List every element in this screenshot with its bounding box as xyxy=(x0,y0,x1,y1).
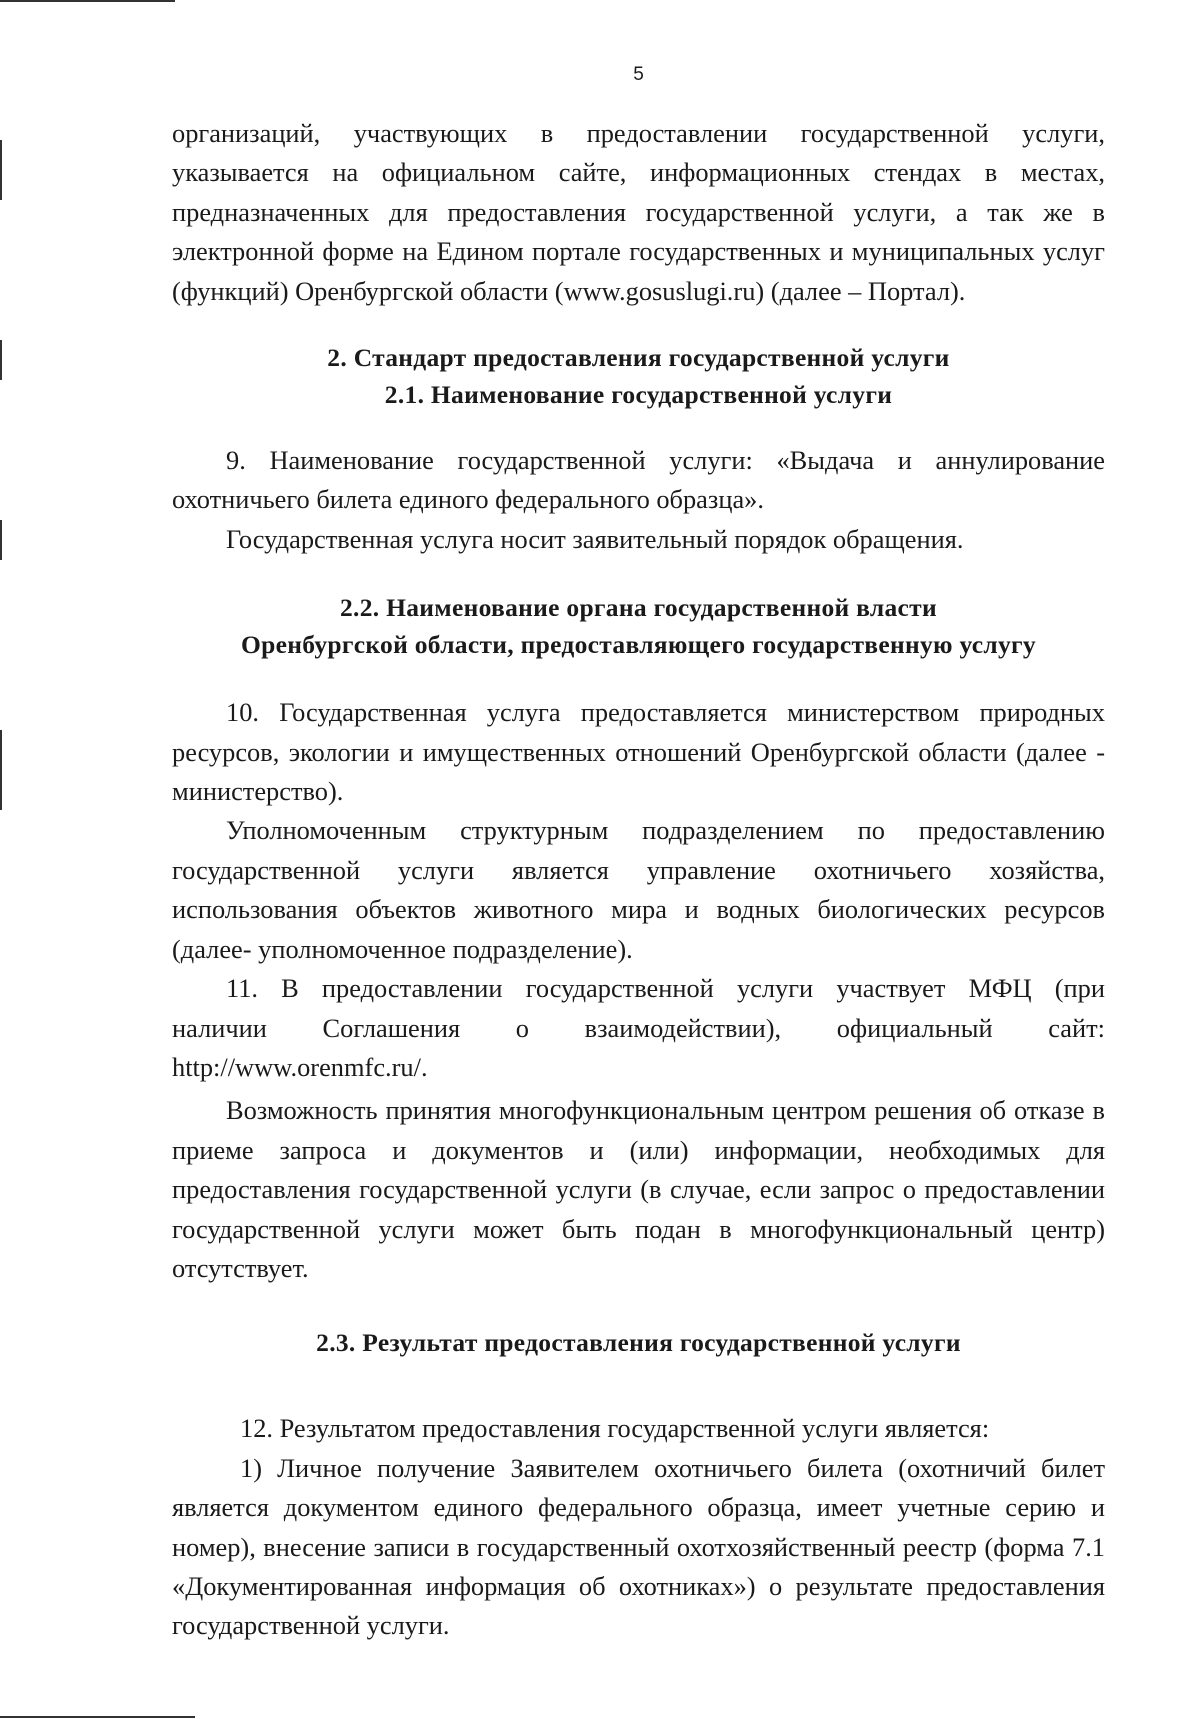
scan-edge-mark xyxy=(0,340,2,380)
paragraph-10b: Уполномоченным структурным подразделением по предоставлению государственной услуги является управление охотничьего хозяйства, использования объектов животного мира и водных биологических ресурсов (далее- уполномоченное подразделение). xyxy=(172,815,1105,964)
scan-edge-mark xyxy=(0,1716,195,1718)
scan-edge-mark xyxy=(0,520,2,560)
paragraph-9: 9. Наименование государственной услуги: «Выдача и аннулирование охотничьего билета единого федерального образца». xyxy=(172,445,1105,515)
paragraph-11-url: http://www.orenmfc.ru/. xyxy=(172,1051,428,1082)
subsection-title-continued: Оренбургской области, предоставляющего государственную услугу xyxy=(241,630,1036,660)
intro-paragraph: организаций, участвующих в предоставлении государственной услуги, указывается на официальном сайте, информационных стендах в местах, предназначенных для предоставления государственной услуги, а так же в электронной форме на Едином портале государственных и муниципальных услуг (функций) Оренбургской области (www.gosuslugi.ru) (далее – Портал). xyxy=(172,118,1105,306)
document-page xyxy=(172,60,1105,1646)
paragraph-10: 10. Государственная услуга предоставляется министерством природных ресурсов, экологии и имущественных отношений Оренбургской области (далее - министерство). xyxy=(172,697,1105,807)
scan-edge-mark xyxy=(0,730,2,810)
paragraph-11-line2: наличии Соглашения о взаимодействии), официальный сайт: xyxy=(172,1012,1105,1043)
subsection-title: 2.3. Результат предоставления государственной услуги xyxy=(316,1328,961,1358)
paragraph-12-item-1: 1) Личное получение Заявителем охотничьего билета (охотничий билет является документом единого федерального образца, имеет учетные серию и номер), внесение записи в государственный охотхозяйственный реестр (форма 7.1 «Документированная информация об охотниках») о результате предоставления государственной услуги. xyxy=(172,1452,1105,1641)
scan-edge-mark xyxy=(0,140,2,200)
section-2-2-heading xyxy=(172,589,1105,663)
paragraph-11-line1: 11. В предоставлении государственной услуги участвует МФЦ (при xyxy=(226,973,1105,1004)
paragraph-12: 12. Результатом предоставления государственной услуги является: xyxy=(240,1413,990,1444)
section-2-heading xyxy=(172,339,1105,413)
paragraph-11b: Возможность принятия многофункциональным центром решения об отказе в приеме запроса и документов и (или) информации, необходимых для предоставления государственной услуги (в случае, если запрос о предоставлении государственной услуги может быть подан в многофункциональный центр) отсутствует. xyxy=(172,1095,1105,1283)
section-2-3-heading xyxy=(172,1324,1105,1361)
section-title: 2. Стандарт предоставления государственной услуги xyxy=(327,343,950,373)
subsection-title: 2.1. Наименование государственной услуги xyxy=(384,380,893,410)
subsection-title: 2.2. Наименование органа государственной власти xyxy=(340,593,937,623)
paragraph-9b: Государственная услуга носит заявительный порядок обращения. xyxy=(226,523,964,554)
page-number: 5 xyxy=(633,64,644,85)
scan-edge-mark xyxy=(0,0,175,2)
